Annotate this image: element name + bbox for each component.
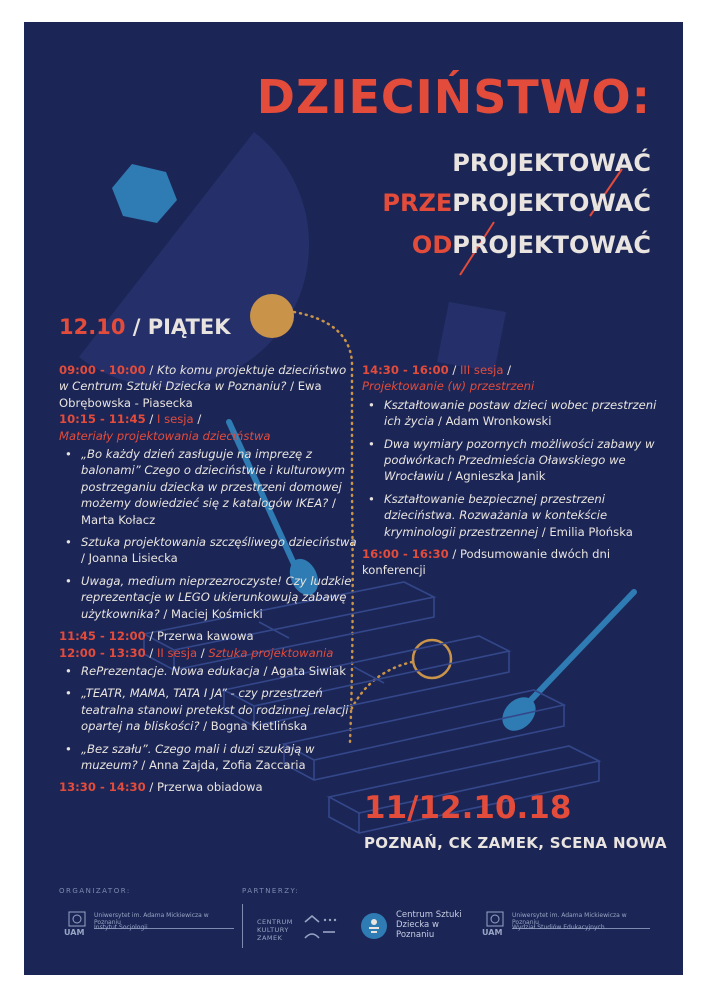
- program-right-column: [362, 362, 662, 579]
- uam-emblem-icon: [482, 910, 508, 942]
- talk-author: Emilia Płońska: [549, 524, 633, 539]
- zamek-name: CENTRUM KULTURY ZAMEK: [257, 918, 293, 942]
- event-place: POZNAŃ, CK ZAMEK, SCENA NOWA: [364, 834, 667, 852]
- event-dates: 11/12.10.18: [364, 790, 572, 826]
- talk-title: „TEATR, MAMA, TATA I JA” - czy przestrzeń teatralna stanowi pretekst do rodzinnej relacji opartej na bliskości?: [81, 686, 349, 734]
- break-label: Przerwa kawowa: [156, 629, 254, 644]
- entry-time: 09:00 - 10:00: [59, 363, 146, 377]
- list-item: • Kształtowanie postaw dzieci wobec przestrzeni ich życia / Adam Wronkowski: [384, 397, 662, 430]
- subtitle-line-2: [382, 188, 651, 218]
- talk-title: „Bez szału”. Czego mali i duzi szukają w muzeum?: [81, 741, 315, 772]
- uam-name: Uniwersytet im. Adama Mickiewicza w Poznaniu: [94, 912, 234, 929]
- session-title: Projektowanie (w) przestrzeni: [362, 379, 535, 394]
- partners-label: PARTNERZY:: [242, 887, 300, 895]
- uam-emblem-icon: [64, 910, 90, 942]
- session-label: III sesja: [459, 363, 504, 377]
- uam-short: UAM: [64, 928, 85, 937]
- session-label: II sesja: [156, 645, 198, 660]
- subtitle-word: PROJEKTOWAĆ: [452, 149, 651, 177]
- list-item: • Kształtowanie bezpiecznej przestrzeni dzieciństwa. Rozważania w kontekście kryminologii przestrzennej / Emilia Płońska: [384, 491, 662, 540]
- session-time: 12:00 - 13:30: [59, 645, 146, 660]
- talk-title: Uwaga, medium nieprzezroczyste! Czy ludzkie reprezentacje w LEGO ukierunkowują zabawę użytkownika?: [81, 573, 352, 621]
- zamek-mark-icon: [303, 912, 337, 942]
- hexagon-shape: [112, 164, 177, 223]
- summary-time: 16:00 - 16:30: [362, 547, 449, 562]
- talk-author: Anna Zajda, Zofia Zaccaria: [148, 757, 306, 772]
- session-title: Materiały projektowania dzieciństwa: [59, 428, 271, 443]
- session-heading: 10:15 - 11:45 / I sesja / Materiały projektowania dzieciństwa: [59, 412, 271, 443]
- program-entry: 09:00 - 10:00 / Kto komu projektuje dzieciństwo w Centrum Sztuki Dziecka w Poznaniu? / Ewa Obrębowska - Piasecka: [59, 363, 347, 410]
- subtitle-word: PROJEKTOWAĆ: [452, 231, 651, 259]
- break-entry: 13:30 - 14:30 / Przerwa obiadowa: [59, 780, 263, 795]
- uam-short: UAM: [482, 928, 503, 937]
- list-item: • Sztuka projektowania szczęśliwego dzieciństwa / Joanna Lisiecka: [81, 534, 359, 567]
- summary-label: Podsumowanie dwóch dni konferencji: [362, 547, 611, 578]
- subtitle-prefix: OD: [411, 231, 453, 259]
- zamek-logo: [242, 904, 343, 948]
- break-time: 13:30 - 14:30: [59, 780, 146, 795]
- organizer-label: ORGANIZATOR:: [59, 887, 131, 895]
- subtitle-line-3: [412, 230, 651, 260]
- talk-author: Adam Wronkowski: [445, 414, 552, 429]
- uam-logo-partner: [482, 910, 652, 944]
- list-item: • „Bo każdy dzień zasługuje na imprezę z balonami” Czego o dzieciństwie i kulturowym postrzeganiu dziecka w przestrzeni domowej możemy dowiedzieć się z katalogów IKEA? / Marta Kołacz: [81, 446, 359, 528]
- day-heading: [59, 315, 231, 339]
- subtitle-line-1: [452, 148, 651, 178]
- subtitle-prefix: PRZE: [382, 189, 453, 217]
- talk-title: RePrezentacje. Nowa edukacja: [81, 663, 260, 678]
- day-date: 12.10: [59, 315, 126, 339]
- gold-circle-shape: [250, 294, 294, 338]
- entry-title: Kto komu projektuje dzieciństwo w Centrum Sztuki Dziecka w Poznaniu?: [59, 363, 347, 394]
- csd-emblem-icon: [360, 912, 388, 940]
- spoon-handle-shape: [529, 592, 634, 702]
- program-left-column: [59, 362, 359, 796]
- session-heading: 12:00 - 13:30 / II sesja / Sztuka projektowania: [59, 645, 334, 660]
- half-disc-shape: [79, 132, 309, 387]
- talk-author: Maciej Kośmicki: [170, 606, 263, 621]
- session-list: [59, 446, 359, 622]
- list-item: • „Bez szału”. Czego mali i duzi szukają w muzeum? / Anna Zajda, Zofia Zaccaria: [81, 741, 359, 774]
- talk-author: Joanna Lisiecka: [88, 551, 178, 566]
- talk-title: Dwa wymiary pozornych możliwości zabawy w podwórkach Przedmieścia Oławskiego we Wrocławiu: [384, 436, 655, 484]
- talk-author: Agnieszka Janik: [455, 469, 546, 484]
- list-item: • „TEATR, MAMA, TATA I JA” - czy przestrzeń teatralna stanowi pretekst do rodzinnej relacji opartej na bliskości? / Bogna Kietlińska: [81, 685, 359, 734]
- uam-logo-organizer: [64, 910, 234, 944]
- session-title: Sztuka projektowania: [208, 645, 334, 660]
- poster: [24, 22, 683, 975]
- session-heading: 14:30 - 16:00 / III sesja / Projektowanie (w) przestrzeni: [362, 363, 535, 394]
- talk-title: „Bo każdy dzień zasługuje na imprezę z balonami” Czego o dzieciństwie i kulturowym postrzeganiu dziecka w przestrzeni domowej możemy dowiedzieć się z katalogów IKEA?: [81, 447, 346, 511]
- list-item: • RePrezentacje. Nowa edukacja / Agata Siwiak: [81, 663, 359, 679]
- talk-author: Agata Siwiak: [271, 663, 346, 678]
- uam-unit: Instytut Socjologii: [94, 924, 148, 931]
- summary-entry: 16:00 - 16:30 / Podsumowanie dwóch dni konferencji: [362, 547, 611, 578]
- session-list: [362, 397, 662, 540]
- uam-unit: Wydział Studiów Edukacyjnych: [512, 924, 605, 931]
- talk-title: Kształtowanie bezpiecznej przestrzeni dzieciństwa. Rozważania w kontekście kryminologii przestrzennej: [384, 491, 608, 539]
- csd-name: Centrum Sztuki Dziecka w Poznaniu: [396, 910, 462, 940]
- list-item: • Dwa wymiary pozornych możliwości zabawy w podwórkach Przedmieścia Oławskiego we Wrocławiu / Agnieszka Janik: [384, 436, 662, 485]
- session-time: 10:15 - 11:45: [59, 412, 146, 427]
- talk-author: Bogna Kietlińska: [210, 719, 308, 734]
- talk-title: Kształtowanie postaw dzieci wobec przestrzeni ich życia: [384, 397, 657, 429]
- entry-author: Ewa Obrębowska - Piasecka: [59, 379, 322, 410]
- talk-title: Sztuka projektowania szczęśliwego dzieciństwa: [81, 535, 357, 550]
- session-label: I sesja: [156, 412, 194, 427]
- break-label: Przerwa obiadowa: [156, 780, 263, 795]
- uam-name: Uniwersytet im. Adama Mickiewicza w Poznaniu: [512, 912, 650, 929]
- day-name: / PIĄTEK: [132, 315, 231, 339]
- list-item: • Uwaga, medium nieprzezroczyste! Czy ludzkie reprezentacje w LEGO ukierunkowują zabawę użytkownika? / Maciej Kośmicki: [81, 573, 359, 622]
- session-list: [59, 663, 359, 773]
- break-entry: 11:45 - 12:00 / Przerwa kawowa: [59, 629, 254, 644]
- talk-author: Marta Kołacz: [81, 512, 156, 527]
- break-time: 11:45 - 12:00: [59, 629, 146, 644]
- subtitle-word: PROJEKTOWAĆ: [452, 189, 651, 217]
- poster-title: DZIECIŃSTWO:: [256, 70, 651, 124]
- session-time: 14:30 - 16:00: [362, 363, 449, 377]
- csd-logo: [360, 910, 480, 946]
